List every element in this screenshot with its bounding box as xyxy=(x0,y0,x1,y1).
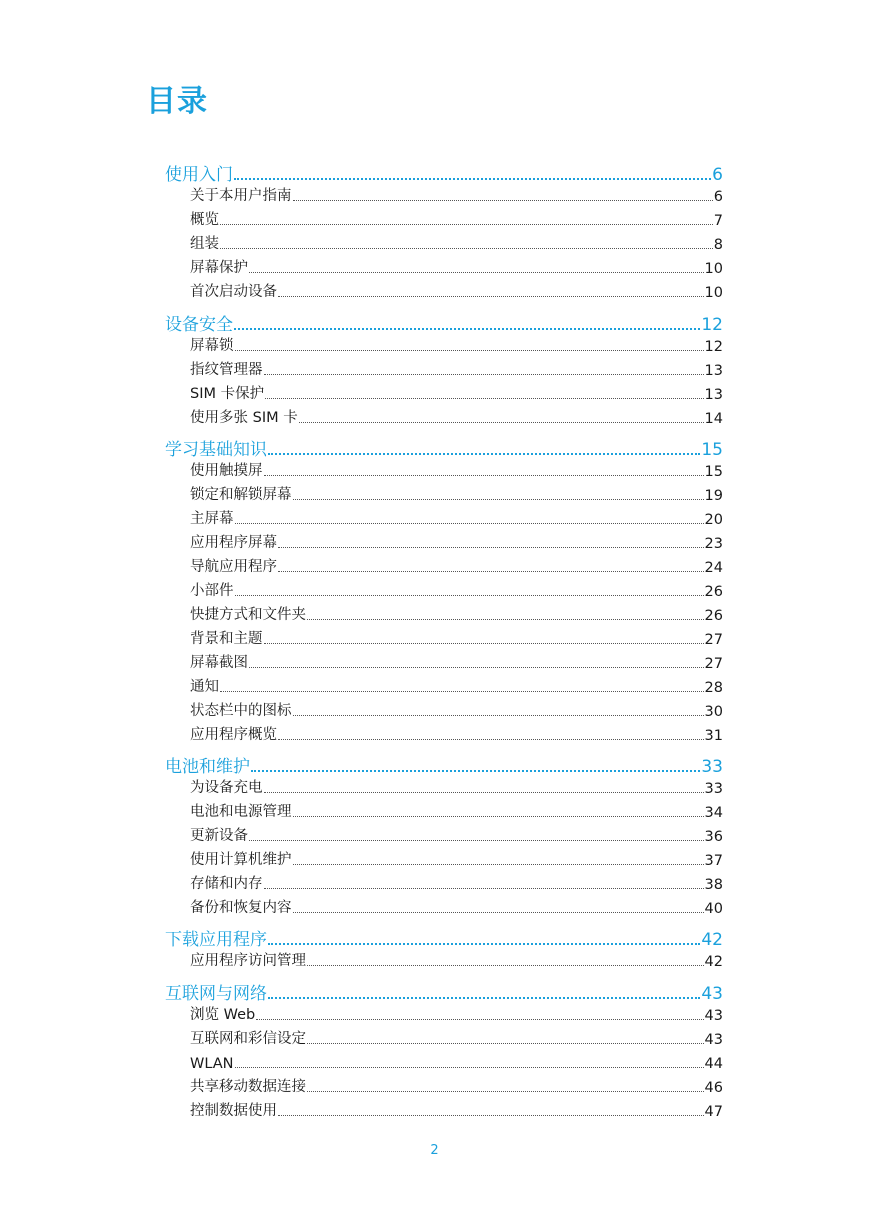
toc-entry-row[interactable] xyxy=(190,578,723,600)
toc-entry-page: 13 xyxy=(704,387,723,403)
toc-entry-page: 46 xyxy=(704,1080,723,1096)
toc-entry-page: 37 xyxy=(704,853,723,869)
toc-entry-page: 47 xyxy=(704,1104,723,1120)
toc-entry-page: 27 xyxy=(704,632,723,648)
toc-entry-row[interactable] xyxy=(190,722,723,744)
toc-leader-dots xyxy=(307,1087,704,1092)
toc-entry-page: 43 xyxy=(704,1032,723,1048)
toc-leader-dots xyxy=(264,788,704,793)
toc-section-label: 使用入门 xyxy=(165,165,233,185)
toc-section-page: 43 xyxy=(701,984,723,1004)
toc-entry-row[interactable] xyxy=(190,775,723,797)
toc-leader-dots xyxy=(293,860,704,865)
toc-entry-row[interactable] xyxy=(190,207,723,229)
toc-section-row[interactable] xyxy=(165,434,723,460)
toc-leader-dots xyxy=(264,471,704,476)
toc-entry-row[interactable] xyxy=(190,626,723,648)
toc-leader-dots xyxy=(293,495,704,500)
toc-section-row[interactable] xyxy=(165,751,723,777)
toc-leader-dots xyxy=(235,346,704,351)
toc-entry-page: 40 xyxy=(704,901,723,917)
toc-entry-label: 使用触摸屏 xyxy=(190,463,263,479)
toc-entry-row[interactable] xyxy=(190,895,723,917)
toc-entry-page: 6 xyxy=(713,189,723,205)
toc-entry-row[interactable] xyxy=(190,1074,723,1096)
toc-section-page: 15 xyxy=(701,440,723,460)
toc-entry-row[interactable] xyxy=(190,482,723,504)
toc-entry-page: 15 xyxy=(704,464,723,480)
toc-entry-page: 20 xyxy=(704,512,723,528)
toc-section-page: 6 xyxy=(712,165,723,185)
toc-leader-dots xyxy=(235,1063,704,1068)
toc-entry-row[interactable] xyxy=(190,823,723,845)
toc-leader-dots xyxy=(256,1015,703,1020)
toc-entry-row[interactable] xyxy=(190,458,723,480)
toc-leader-dots xyxy=(293,908,704,913)
toc-section-row[interactable] xyxy=(165,924,723,950)
toc-entry-label: 应用程序概览 xyxy=(190,727,277,743)
toc-leader-dots xyxy=(293,196,713,201)
toc-entry-label: 更新设备 xyxy=(190,828,248,844)
toc-leader-dots xyxy=(278,567,704,572)
toc-entry-label: 屏幕截图 xyxy=(190,655,248,671)
toc-entry-page: 36 xyxy=(704,829,723,845)
toc-entry-label: 使用计算机维护 xyxy=(190,852,292,868)
toc-entry-row[interactable] xyxy=(190,255,723,277)
toc-entry-row[interactable] xyxy=(190,698,723,720)
toc-leader-dots xyxy=(251,766,700,772)
toc-entry-label: 存储和内存 xyxy=(190,876,263,892)
toc-entry-row[interactable] xyxy=(190,871,723,893)
toc-section-row[interactable] xyxy=(165,309,723,335)
toc-entry-row[interactable] xyxy=(190,948,723,970)
toc-entry-row[interactable] xyxy=(190,1098,723,1120)
toc-entry-row[interactable] xyxy=(190,530,723,552)
toc-leader-dots xyxy=(268,939,700,945)
toc-entry-label: 小部件 xyxy=(190,583,234,599)
toc-entry-label: 应用程序访问管理 xyxy=(190,953,306,969)
toc-entry-page: 24 xyxy=(704,560,723,576)
page-title: 目录 xyxy=(146,84,208,119)
toc-entry-page: 13 xyxy=(704,363,723,379)
toc-entry-page: 26 xyxy=(704,584,723,600)
toc-leader-dots xyxy=(220,244,713,249)
toc-leader-dots xyxy=(307,1039,704,1044)
toc-leader-dots xyxy=(293,711,704,716)
toc-entry-row[interactable] xyxy=(190,1002,723,1024)
toc-entry-page: 28 xyxy=(704,680,723,696)
page-number: 2 xyxy=(430,1143,439,1158)
toc-entry-page: 30 xyxy=(704,704,723,720)
toc-entry-page: 44 xyxy=(704,1056,723,1072)
toc-leader-dots xyxy=(299,418,704,423)
toc-entry-label: 浏览 Web xyxy=(190,1007,256,1023)
toc-leader-dots xyxy=(234,174,711,180)
toc-entry-label: 使用多张 SIM 卡 xyxy=(190,410,298,426)
toc-leader-dots xyxy=(264,370,704,375)
toc-section-page: 42 xyxy=(701,930,723,950)
toc-section-label: 设备安全 xyxy=(165,315,233,335)
toc-section-row[interactable] xyxy=(165,159,723,185)
toc-entry-label: 主屏幕 xyxy=(190,511,234,527)
toc-entry-page: 14 xyxy=(704,411,723,427)
toc-entry-row[interactable] xyxy=(190,799,723,821)
toc-entry-label: WLAN xyxy=(190,1056,234,1072)
toc-leader-dots xyxy=(278,735,704,740)
toc-entry-page: 26 xyxy=(704,608,723,624)
toc-section-page: 12 xyxy=(701,315,723,335)
toc-entry-label: 锁定和解锁屏幕 xyxy=(190,487,292,503)
toc-entry-label: 应用程序屏幕 xyxy=(190,535,277,551)
toc-entry-label: 概览 xyxy=(190,212,219,228)
toc-entry-label: 屏幕保护 xyxy=(190,260,248,276)
toc-leader-dots xyxy=(264,884,704,889)
toc-entry-row[interactable] xyxy=(190,1050,723,1072)
toc-entry-row[interactable] xyxy=(190,357,723,379)
toc-entry-label: 互联网和彩信设定 xyxy=(190,1031,306,1047)
toc-leader-dots xyxy=(235,519,704,524)
toc-entry-page: 12 xyxy=(704,339,723,355)
toc-entry-label: 关于本用户指南 xyxy=(190,188,292,204)
toc-entry-page: 43 xyxy=(704,1008,723,1024)
toc-entry-row[interactable] xyxy=(190,405,723,427)
toc-leader-dots xyxy=(268,449,700,455)
toc-entry-page: 38 xyxy=(704,877,723,893)
toc-entry-label: 为设备充电 xyxy=(190,780,263,796)
toc-entry-label: 共享移动数据连接 xyxy=(190,1079,306,1095)
toc-entry-page: 8 xyxy=(713,237,723,253)
toc-entry-row[interactable] xyxy=(190,333,723,355)
toc-entry-row[interactable] xyxy=(190,847,723,869)
toc-entry-page: 34 xyxy=(704,805,723,821)
toc-entry-label: 导航应用程序 xyxy=(190,559,277,575)
toc-entry-label: 背景和主题 xyxy=(190,631,263,647)
toc-section-label: 互联网与网络 xyxy=(165,984,267,1004)
toc-entry-label: 通知 xyxy=(190,679,219,695)
toc-entry-page: 42 xyxy=(704,954,723,970)
toc-section-label: 下载应用程序 xyxy=(165,930,267,950)
toc-entry-page: 27 xyxy=(704,656,723,672)
toc-leader-dots xyxy=(307,615,704,620)
toc-leader-dots xyxy=(220,220,713,225)
toc-leader-dots xyxy=(220,687,704,692)
toc-entry-label: 首次启动设备 xyxy=(190,284,277,300)
toc-leader-dots xyxy=(268,993,700,999)
toc-leader-dots xyxy=(249,663,704,668)
toc-entry-label: 电池和电源管理 xyxy=(190,804,292,820)
toc-entry-page: 31 xyxy=(704,728,723,744)
toc-entry-page: 19 xyxy=(704,488,723,504)
toc-entry-page: 33 xyxy=(704,781,723,797)
toc-leader-dots xyxy=(278,1111,704,1116)
toc-entry-row[interactable] xyxy=(190,602,723,624)
toc-entry-label: 组装 xyxy=(190,236,219,252)
toc-leader-dots xyxy=(278,292,704,297)
toc-leader-dots xyxy=(235,591,704,596)
toc-leader-dots xyxy=(265,394,703,399)
toc-entry-page: 7 xyxy=(713,213,723,229)
toc-entry-page: 10 xyxy=(704,261,723,277)
toc-entry-row[interactable] xyxy=(190,231,723,253)
toc-section-label: 学习基础知识 xyxy=(165,440,267,460)
toc-leader-dots xyxy=(249,836,704,841)
toc-leader-dots xyxy=(249,268,704,273)
toc-entry-row[interactable] xyxy=(190,506,723,528)
toc-entry-label: SIM 卡保护 xyxy=(190,386,265,402)
toc-entry-label: 指纹管理器 xyxy=(190,362,263,378)
toc-entry-row[interactable] xyxy=(190,183,723,205)
toc-entry-page: 10 xyxy=(704,285,723,301)
toc-entry-label: 快捷方式和文件夹 xyxy=(190,607,306,623)
toc-leader-dots xyxy=(278,543,704,548)
toc-entry-row[interactable] xyxy=(190,279,723,301)
toc-leader-dots xyxy=(293,812,704,817)
toc-section-row[interactable] xyxy=(165,978,723,1004)
toc-section-label: 电池和维护 xyxy=(165,757,250,777)
toc-entry-row[interactable] xyxy=(190,381,723,403)
toc-entry-row[interactable] xyxy=(190,650,723,672)
toc-entry-row[interactable] xyxy=(190,674,723,696)
toc-entry-label: 屏幕锁 xyxy=(190,338,234,354)
toc-entry-page: 23 xyxy=(704,536,723,552)
toc-entry-label: 备份和恢复内容 xyxy=(190,900,292,916)
toc-entry-label: 状态栏中的图标 xyxy=(190,703,292,719)
toc-leader-dots xyxy=(264,639,704,644)
toc-entry-row[interactable] xyxy=(190,1026,723,1048)
toc-entry-row[interactable] xyxy=(190,554,723,576)
toc-leader-dots xyxy=(307,961,704,966)
toc-entry-label: 控制数据使用 xyxy=(190,1103,277,1119)
toc-leader-dots xyxy=(234,324,700,330)
toc-section-page: 33 xyxy=(701,757,723,777)
